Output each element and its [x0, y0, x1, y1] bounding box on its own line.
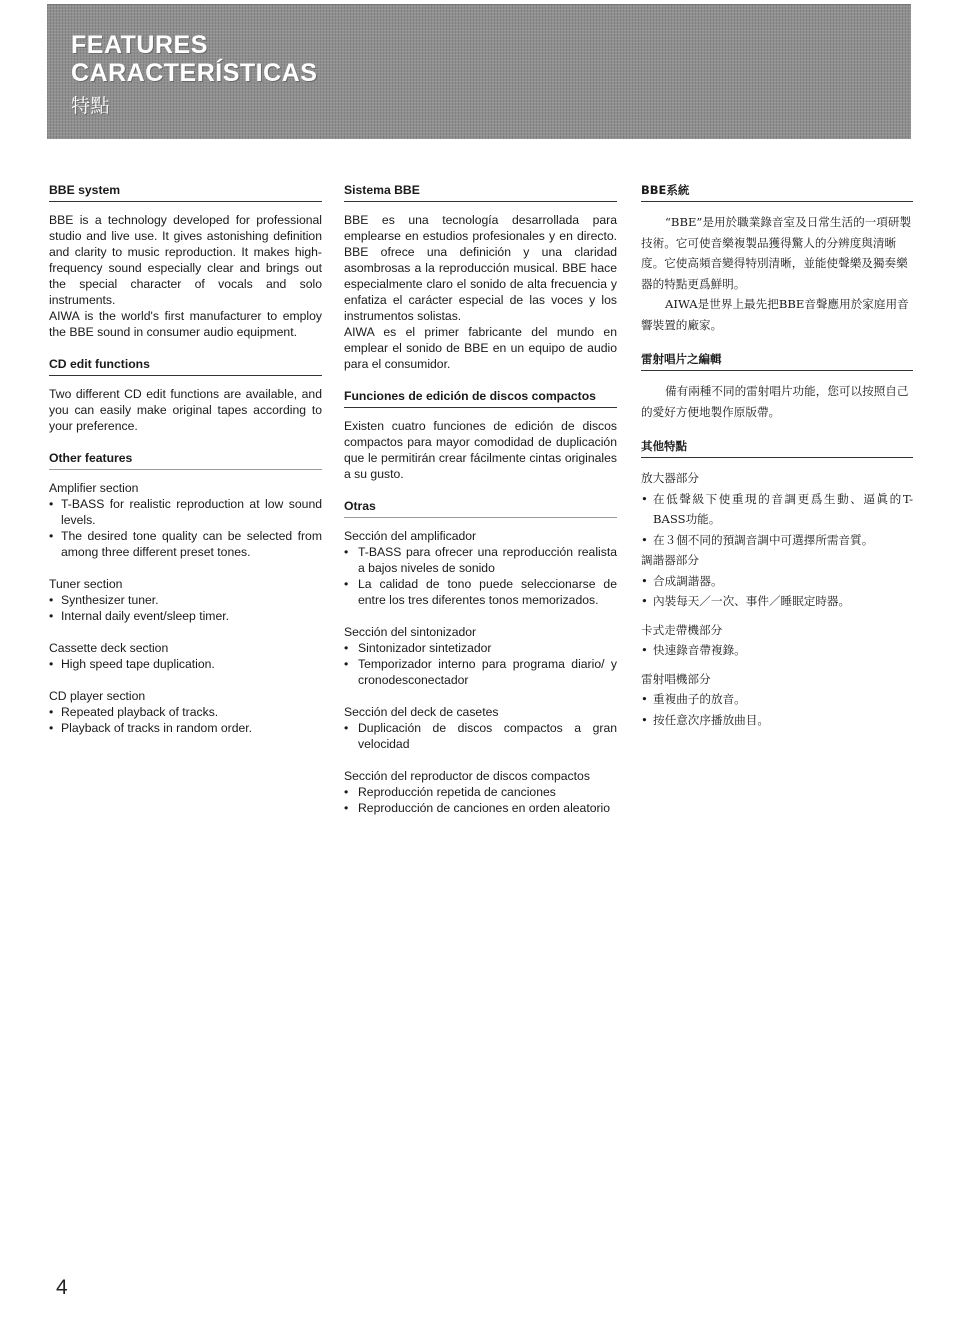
list-item: • High speed tape duplication.	[49, 656, 322, 672]
tuner-section-title: Sección del sintonizador	[344, 625, 477, 639]
cd-edit-heading: CD edit functions	[49, 356, 322, 376]
chinese-column	[641, 182, 913, 730]
cassette-section-title: Cassette deck section	[49, 641, 169, 655]
bbe-paragraph: BBE is a technology developed for professional studio and live use. It gives astonishing definition and clarity to music reproduction. It makes high-frequency sound especially clear and brings out the special character of vocals and solo instruments.	[49, 213, 322, 307]
list-item: • T-BASS para ofrecer una reproducción realista a bajos niveles de sonido	[344, 544, 617, 576]
cd-edit-heading: Funciones de edición de discos compactos	[344, 388, 617, 408]
list-item: • Duplicación de discos compactos a gran velocidad	[344, 720, 617, 752]
list-item: • Playback of tracks in random order.	[49, 720, 322, 736]
cassette-feature-list	[49, 656, 322, 672]
cd-edit-paragraph: Existen cuatro funciones de edición de discos compactos para mayor comodidad de duplicación que le permitirán crear fácilmente cintas originales a su gusto.	[344, 419, 617, 481]
page-number: 4	[56, 1276, 68, 1299]
list-item: • Sintonizador sintetizador	[344, 640, 617, 656]
list-item: • Synthesizer tuner.	[49, 592, 322, 608]
cd-player-section-title: CD player section	[49, 689, 146, 703]
tuner-feature-list	[344, 640, 617, 688]
list-item: • 合成調諧器。	[641, 571, 913, 592]
list-item: • The desired tone quality can be selected from among three different preset tones.	[49, 528, 322, 560]
bbe-heading: BBE系統	[641, 182, 913, 202]
cd-edit-heading: 雷射唱片之編輯	[641, 351, 913, 371]
cd-player-section-title: Sección del reproductor de discos compactos	[344, 769, 590, 783]
list-item: • Reproducción repetida de canciones	[344, 784, 617, 800]
english-column	[49, 182, 322, 736]
banner-title-spanish: CARACTERÍSTICAS	[71, 59, 318, 87]
bbe-paragraph-aiwa: AIWA es el primer fabricante del mundo en emplear el sonido de BBE en un equipo de audio para el consumidor.	[344, 325, 617, 371]
cd-player-feature-list	[49, 704, 322, 736]
cd-edit-paragraph: Two different CD edit functions are available, and you can easily make original tapes according to your preference.	[49, 387, 322, 433]
tuner-section-title: 調諧器部分	[641, 553, 699, 567]
cd-player-feature-list	[641, 689, 913, 730]
cassette-feature-list	[344, 720, 617, 752]
spanish-column	[344, 182, 617, 816]
amplifier-section-title: 放大器部分	[641, 471, 699, 485]
other-features-heading: Otras	[344, 498, 617, 518]
bbe-paragraph-aiwa: AIWA是世界上最先把BBE音聲應用於家庭用音響裝置的廠家。	[641, 297, 909, 332]
list-item: • Internal daily event/sleep timer.	[49, 608, 322, 624]
list-item: • La calidad de tono puede seleccionarse de entre los tres diferentes tonos memorizados.	[344, 576, 617, 608]
list-item: • Repeated playback of tracks.	[49, 704, 322, 720]
list-item: • 重複曲子的放音。	[641, 689, 913, 710]
list-item: • T-BASS for realistic reproduction at low sound levels.	[49, 496, 322, 528]
cd-player-feature-list	[344, 784, 617, 816]
bbe-paragraph-aiwa: AIWA is the world's first manufacturer to employ the BBE sound in consumer audio equipment.	[49, 309, 322, 339]
list-item: • 內裝每天／一次、事件／睡眠定時器。	[641, 591, 913, 612]
bbe-heading: BBE system	[49, 182, 322, 202]
banner-title-chinese: 特點	[71, 95, 111, 117]
cassette-feature-list	[641, 640, 913, 661]
list-item: • 在低聲級下使重現的音調更爲生動、逼眞的T-BASS功能。	[641, 489, 913, 530]
other-features-heading: 其他特點	[641, 438, 913, 458]
tuner-feature-list	[641, 571, 913, 612]
cd-player-section-title: 雷射唱機部分	[641, 671, 711, 686]
list-item: • Temporizador interno para programa diario/ y cronodesconectador	[344, 656, 617, 688]
list-item: • 快速錄音帶複錄。	[641, 640, 913, 661]
cassette-section-title: Sección del deck de casetes	[344, 705, 499, 719]
tuner-section-title: Tuner section	[49, 577, 123, 591]
cd-edit-paragraph: 備有兩種不同的雷射唱片功能，您可以按照自己的愛好方便地製作原版帶。	[641, 384, 909, 419]
bbe-heading: Sistema BBE	[344, 182, 617, 202]
bbe-paragraph: “BBE”是用於職業錄音室及日常生活的一項研製技術。它可使音樂複製品獲得驚人的分辨度與清晰度。它使高頻音變得特別清晰，並能使聲樂及獨奏樂器的特點更爲鮮明。	[641, 215, 912, 291]
section-banner	[47, 4, 911, 139]
amplifier-feature-list	[344, 544, 617, 608]
other-features-heading: Other features	[49, 450, 322, 470]
list-item: • 在３個不同的預調音調中可選擇所需音質。	[641, 530, 913, 551]
amplifier-feature-list	[641, 489, 913, 551]
amplifier-section-title: Amplifier section	[49, 481, 139, 495]
banner-title-english: FEATURES	[71, 31, 208, 59]
cassette-section-title: 卡式走帶機部分	[641, 622, 723, 637]
amplifier-feature-list	[49, 496, 322, 560]
list-item: • 按任意次序播放曲目。	[641, 710, 913, 731]
amplifier-section-title: Sección del amplificador	[344, 529, 477, 543]
tuner-feature-list	[49, 592, 322, 624]
bbe-paragraph: BBE es una tecnología desarrollada para emplearse en estudios profesionales y en directo. BBE ofrece una definición y una claridad asombrosas a la reproducción musical. BBE hace especialmente claro el sonido de alta frecuencia y enfatiza el carácter especial de las voces y los instrumentos solistas.	[344, 213, 617, 323]
list-item: • Reproducción de canciones en orden aleatorio	[344, 800, 617, 816]
